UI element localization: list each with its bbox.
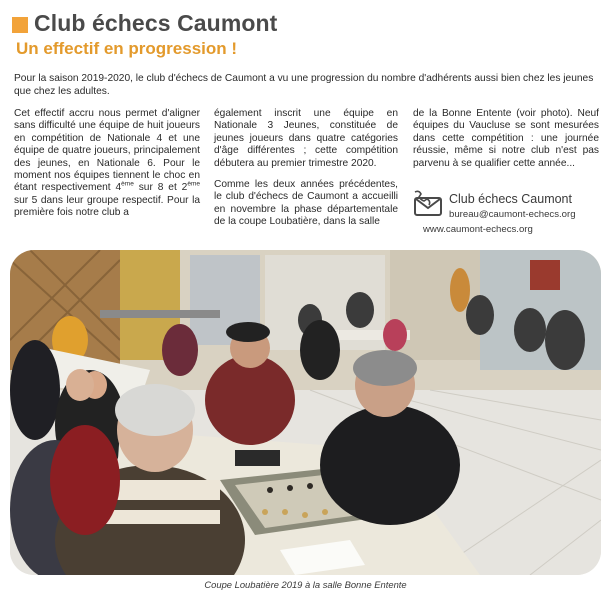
photo-caption: Coupe Loubatière 2019 à la salle Bonne Entente (204, 579, 407, 590)
contact-name: Club échecs Caumont (449, 192, 572, 206)
text-column-3 (413, 108, 599, 179)
article-header (12, 10, 602, 66)
column-3-paragraph-1: de la Bonne Entente (voir photo). Neuf équipes du Vaucluse se sont mesurées dans cette compétition : une journée réussie, même si notre club n'est pas parvenu à se qualifier cette année... (413, 108, 599, 169)
contact-website-link[interactable]: www.caumont-echecs.org (423, 224, 533, 235)
column-2-paragraph-2: Comme les deux années précédentes, le club d'échecs de Caumont a accueilli en novembre la phase départementale de la coupe Loubatière, dans la salle (214, 179, 398, 228)
text-column-1 (14, 108, 200, 229)
event-photo (10, 250, 601, 575)
article-title: Club échecs Caumont (34, 10, 278, 36)
ordinal-superscript: ème (187, 181, 200, 189)
column-2-paragraph-1: également inscrit une équipe en Nationale 3 Jeunes, constituée de jeunes joueurs dans quatre catégories d'âge différentes ; cette compétition débutera au premier trimestre 2020. (214, 108, 398, 169)
mail-phone-icon (413, 190, 445, 218)
column-1-text-b: sur 8 et 2 (133, 182, 188, 194)
column-1-paragraph (14, 108, 200, 220)
text-column-2 (214, 108, 398, 238)
column-1-text-c: sur 5 dans leur groupe respectif. Pour la première fois notre club a (14, 194, 200, 219)
contact-email-link[interactable]: bureau@caumont-echecs.org (449, 209, 576, 220)
contact-block (413, 190, 603, 240)
column-1-text-a: Cet effectif accru nous permet d'aligner sans difficulté une équipe de huit joueurs en compétition de Nationale 4 et une équipe de quatre joueurs, principalement des jeunes, en Nationale 6. Pour le moment nos équipes tiennent le choc en étant respectivement 4 (14, 108, 200, 194)
accent-square-icon (12, 17, 28, 33)
article-subtitle: Un effectif en progression ! (16, 39, 238, 58)
intro-paragraph: Pour la saison 2019-2020, le club d'échecs de Caumont a vu une progression du nombre d'adhérents aussi bien chez les jeunes que chez les adultes. (14, 73, 594, 97)
ordinal-superscript: ème (121, 181, 134, 189)
chess-tournament-photo (10, 250, 601, 575)
